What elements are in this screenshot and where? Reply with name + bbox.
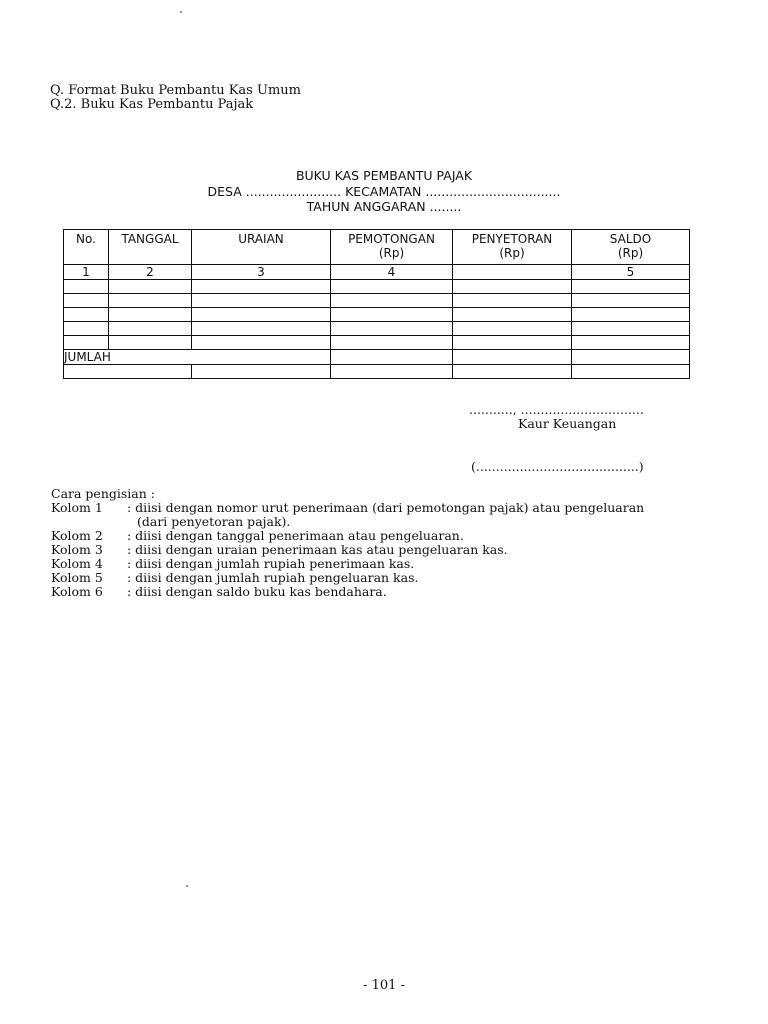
table-cell: 4 xyxy=(331,265,453,280)
table-cell xyxy=(453,265,572,280)
table-row xyxy=(64,365,690,379)
list-item: Kolom 6 : diisi dengan saldo buku kas bendahara. xyxy=(51,584,387,599)
table-cell: 5 xyxy=(572,265,690,280)
col-header-uraian: URAIAN xyxy=(192,230,331,265)
total-label: JUMLAH xyxy=(64,350,331,365)
table-header-row xyxy=(64,230,690,265)
table-row xyxy=(64,294,690,308)
column-index-row xyxy=(64,265,690,280)
signer-role: Kaur Keuangan xyxy=(518,416,617,431)
signer-name-placeholder: (.........................................) xyxy=(471,459,644,474)
col-header-pemotongan: PEMOTONGAN (Rp) xyxy=(331,230,453,265)
section-heading: Q. Format Buku Pembantu Kas Umum xyxy=(50,83,301,98)
tahun-anggaran-line: TAHUN ANGGARAN ........ xyxy=(306,199,462,214)
list-item: Kolom 3 : diisi dengan uraian penerimaan kas atau pengeluaran kas. xyxy=(51,542,508,557)
col-header-penyetoran: PENYETORAN (Rp) xyxy=(453,230,572,265)
place-date-line: ..........., ............................... xyxy=(469,402,644,417)
subsection-heading: Q.2. Buku Kas Pembantu Pajak xyxy=(50,97,254,112)
instructions-title: Cara pengisian : xyxy=(51,486,155,501)
table-row xyxy=(64,308,690,322)
list-item: Kolom 4 : diisi dengan jumlah rupiah penerimaan kas. xyxy=(51,556,415,571)
filling-instructions xyxy=(51,487,701,599)
ledger-table xyxy=(63,229,690,379)
table-row xyxy=(64,336,690,350)
page-number: - 101 - xyxy=(363,978,405,993)
list-item: Kolom 2 : diisi dengan tanggal penerimaan atau pengeluaran. xyxy=(51,528,464,543)
table-cell: 2 xyxy=(109,265,192,280)
scan-speck xyxy=(186,885,188,887)
col-header-saldo: SALDO (Rp) xyxy=(572,230,690,265)
form-title-block xyxy=(0,168,768,215)
list-item: Kolom 5 : diisi dengan jumlah rupiah pengeluaran kas. xyxy=(51,570,419,585)
list-item: Kolom 1 : diisi dengan nomor urut penerimaan (dari pemotongan pajak) atau pengeluaran xyxy=(51,500,645,515)
desa-kecamatan-line: DESA ........................ KECAMATAN .................................. xyxy=(207,183,561,199)
list-item-continuation: (dari penyetoran pajak). xyxy=(137,514,291,529)
table-cell: 3 xyxy=(192,265,331,280)
table-cell: 1 xyxy=(64,265,109,280)
col-header-tanggal: TANGGAL xyxy=(109,230,192,265)
scan-speck xyxy=(180,11,182,13)
col-header-no: No. xyxy=(64,230,109,265)
total-row xyxy=(64,350,690,365)
table-row xyxy=(64,280,690,294)
table-row xyxy=(64,322,690,336)
form-title: BUKU KAS PEMBANTU PAJAK xyxy=(295,168,473,183)
